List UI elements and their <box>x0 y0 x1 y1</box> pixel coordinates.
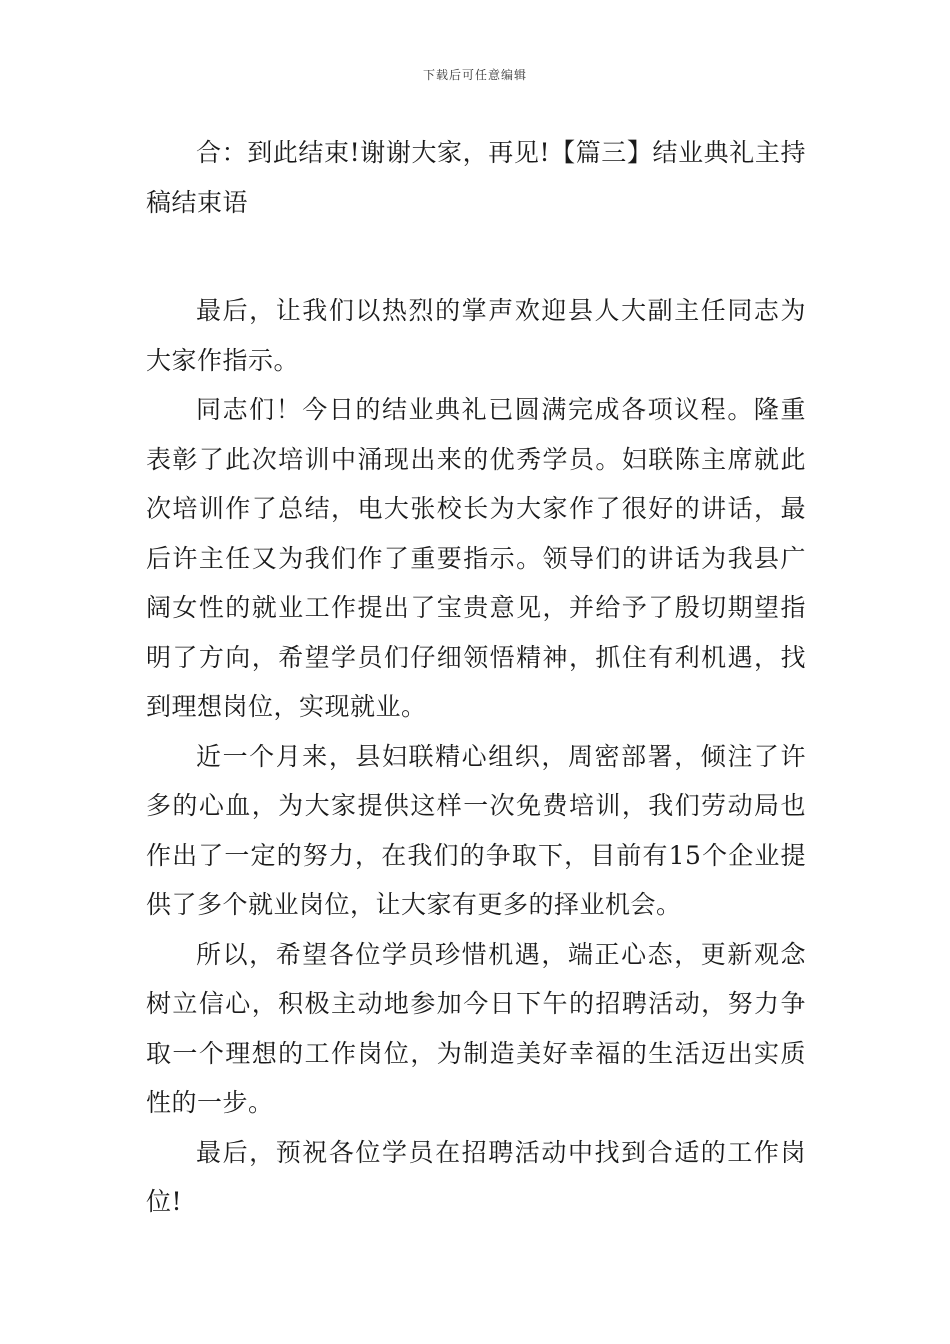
paragraph-closing-remark: 合：到此结束!谢谢大家，再见!【篇三】结业典礼主持稿结束语 <box>146 138 806 217</box>
page-header-note: 下载后可任意编辑 <box>422 68 527 82</box>
paragraph-encouragement: 所以，希望各位学员珍惜机遇，端正心态，更新观念树立信心，积极主动地参加今日下午的招聘活动，努力争取一个理想的工作岗位，为制造美好幸福的生活迈出实质性的一步。 <box>146 939 806 1117</box>
paragraph-spacer <box>146 227 806 286</box>
paragraph-ceremony-summary: 同志们！今日的结业典礼已圆满完成各项议程。隆重表彰了此次培训中涌现出来的优秀学员。妇联陈主席就此次培训作了总结，电大张校长为大家作了很好的讲话，最后许主任又为我们作了重要指示。领导们的讲话为我县广阔女性的就业工作提出了宝贵意见，并给予了殷切期望指明了方向，希望学员们仔细领悟精神，抓住有利机遇，找到理想岗位，实现就业。 <box>146 395 806 721</box>
document-body <box>146 128 806 1227</box>
paragraph-training-effort: 近一个月来，县妇联精心组织，周密部署，倾注了许多的心血，为大家提供这样一次免费培训，我们劳动局也作出了一定的努力，在我们的争取下，目前有15个企业提供了多个就业岗位，让大家有更多的择业机会。 <box>146 741 806 919</box>
paragraph-final-wish: 最后，预祝各位学员在招聘活动中找到合适的工作岗位! <box>146 1137 806 1216</box>
paragraph-invitation: 最后，让我们以热烈的掌声欢迎县人大副主任同志为大家作指示。 <box>146 296 806 375</box>
